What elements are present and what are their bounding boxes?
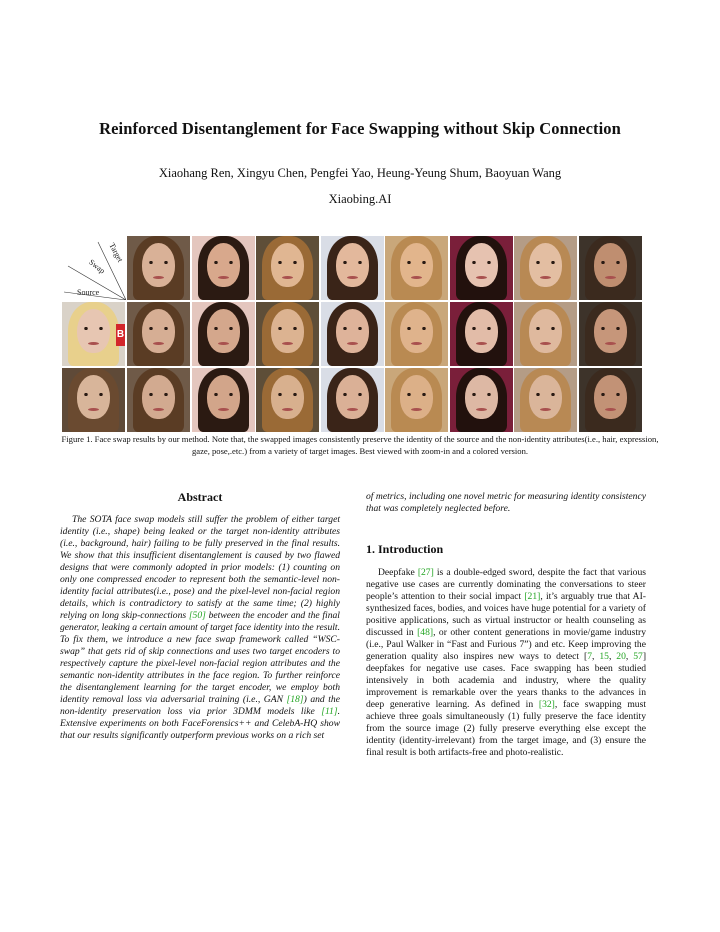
- swap-result-image: [127, 368, 190, 432]
- lips-shape: [540, 276, 551, 279]
- swap-result-image: [514, 302, 577, 366]
- face-shape: [271, 309, 304, 353]
- lips-shape: [476, 342, 487, 345]
- face-shape: [400, 243, 433, 287]
- lips-shape: [540, 342, 551, 345]
- lips-shape: [153, 408, 164, 411]
- eyes-shape: [406, 393, 427, 396]
- face-shape: [465, 309, 498, 353]
- face-shape: [336, 375, 369, 419]
- face-shape: [336, 243, 369, 287]
- intro-text: , it’s arguably true that AI-synthesized faces, bodies, and voices have huge potential for a variety of positive applications, such as virtual instructor or health counseling as discussed in: [366, 591, 646, 638]
- lips-shape: [411, 276, 422, 279]
- swap-result-image: [256, 302, 319, 366]
- swap-result-image: [192, 302, 255, 366]
- lips-shape: [153, 276, 164, 279]
- lips-shape: [88, 408, 99, 411]
- face-shape: [271, 243, 304, 287]
- lips-shape: [347, 408, 358, 411]
- target-image: [256, 236, 319, 300]
- intro-text: ,: [625, 651, 634, 662]
- eyes-shape: [83, 393, 104, 396]
- swap-result-image: [256, 368, 319, 432]
- intro-text: , or other content generations in movie/game industry (i.e., Paul Walker in “Fast and Furious 7”) and etc. Keep improving the generation quality also inspires new ways to detect [: [366, 627, 646, 662]
- swap-result-image: [579, 368, 642, 432]
- eyes-shape: [213, 261, 234, 264]
- intro-text: , face swapping must achieve three goals simultaneously (1) fully preserve the face identity from the source image (2) fully preserve everything else except the identity (identity-irrelevant) from the target image, and (3) ensure the final result is both artifacts-free and photo-realistic.: [366, 699, 646, 758]
- citation-link[interactable]: [32]: [538, 699, 555, 710]
- face-shape: [207, 375, 240, 419]
- author-list: Xiaohang Ren, Xingyu Chen, Pengfei Yao, Heung-Yeung Shum, Baoyuan Wang: [158, 166, 562, 180]
- face-shape: [529, 309, 562, 353]
- lips-shape: [605, 408, 616, 411]
- left-column: [60, 491, 340, 742]
- abstract-continuation: of metrics, including one novel metric for measuring identity consistency that was completely neglected before.: [366, 491, 646, 514]
- swap-diagram: [62, 236, 126, 300]
- face-shape: [400, 375, 433, 419]
- face-shape: [271, 375, 304, 419]
- swap-result-image: [385, 368, 448, 432]
- target-image: [450, 236, 513, 300]
- lips-shape: [218, 276, 229, 279]
- eyes-shape: [535, 261, 556, 264]
- eyes-shape: [213, 393, 234, 396]
- abstract-text: . Extensive experiments on both FaceForensics++ and CelebA-HQ show that our results significantly outperform previous works on a rich set: [60, 706, 340, 741]
- target-image: [385, 236, 448, 300]
- lips-shape: [347, 342, 358, 345]
- citation-link[interactable]: [18]: [286, 694, 304, 705]
- swap-result-image: [450, 368, 513, 432]
- lips-shape: [476, 408, 487, 411]
- lips-shape: [605, 342, 616, 345]
- source-label: Source: [77, 288, 100, 297]
- target-image: [321, 236, 384, 300]
- swap-label: Swap: [87, 257, 107, 276]
- swap-result-image: [321, 368, 384, 432]
- lips-shape: [605, 276, 616, 279]
- citation-link[interactable]: 20: [616, 651, 626, 662]
- figure-caption: Figure 1. Face swap results by our method. Note that, the swapped images consistently preserve the identity of the source and the non-identity attributes(i.e., hair, expression, gaze, pose,.etc.) from a variety of target images. Best viewed with zoom-in and a colored version.: [61, 434, 659, 456]
- abstract-heading: Abstract: [177, 490, 223, 504]
- lips-shape: [347, 276, 358, 279]
- eyes-shape: [148, 327, 169, 330]
- paper-title: Reinforced Disentanglement for Face Swapping without Skip Connection: [99, 119, 621, 138]
- target-image: [579, 236, 642, 300]
- eyes-shape: [148, 393, 169, 396]
- swap-result-image: [127, 302, 190, 366]
- target-image: [127, 236, 190, 300]
- eyes-shape: [535, 393, 556, 396]
- swap-result-image: [514, 368, 577, 432]
- lips-shape: [540, 408, 551, 411]
- abstract-text: between the encoder and the final generator, leaking a certain amount of target face identity into the result. To fix them, we introduce a new face swap framework called “WSC-swap” that gets rid of skip connections and uses two target encoders to respectively capture the pixel-level non-facial region attributes and the semantic non-identity attributes in the face region. To further reinforce the disentanglement learning for the target encoder, we employ both identity removal loss via adversarial training (i.e., GAN: [60, 610, 340, 705]
- lips-shape: [88, 342, 99, 345]
- lips-shape: [411, 408, 422, 411]
- face-shape: [77, 309, 110, 353]
- lips-shape: [476, 276, 487, 279]
- intro-text: ,: [608, 651, 617, 662]
- eyes-shape: [342, 261, 363, 264]
- eyes-shape: [600, 393, 621, 396]
- lips-shape: [282, 408, 293, 411]
- eyes-shape: [600, 327, 621, 330]
- eyes-shape: [471, 327, 492, 330]
- introduction-heading: 1. Introduction: [366, 542, 444, 556]
- lips-shape: [282, 342, 293, 345]
- eyes-shape: [83, 327, 104, 330]
- face-shape: [594, 375, 627, 419]
- eyes-shape: [342, 327, 363, 330]
- citation-link[interactable]: 7: [587, 651, 592, 662]
- eyes-shape: [277, 393, 298, 396]
- lips-shape: [218, 342, 229, 345]
- citation-link[interactable]: [50]: [188, 610, 206, 621]
- swap-result-image: [192, 368, 255, 432]
- lips-shape: [411, 342, 422, 345]
- face-shape: [77, 375, 110, 419]
- intro-text: ,: [592, 651, 600, 662]
- eyes-shape: [213, 327, 234, 330]
- lips-shape: [218, 408, 229, 411]
- source-image: [62, 368, 125, 432]
- eyes-shape: [277, 327, 298, 330]
- swap-result-image: [321, 302, 384, 366]
- eyes-shape: [535, 327, 556, 330]
- eyes-shape: [148, 261, 169, 264]
- citation-link[interactable]: [11]: [321, 706, 338, 717]
- source-badge: B: [116, 324, 125, 346]
- citation-link[interactable]: 57: [633, 651, 643, 662]
- eyes-shape: [600, 261, 621, 264]
- face-shape: [465, 243, 498, 287]
- face-shape: [529, 375, 562, 419]
- face-shape: [594, 243, 627, 287]
- face-shape: [142, 309, 175, 353]
- face-shape: [336, 309, 369, 353]
- eyes-shape: [406, 261, 427, 264]
- intro-text: Deepfake: [378, 567, 418, 578]
- swap-result-image: [385, 302, 448, 366]
- citation-link[interactable]: [48]: [417, 627, 434, 638]
- intro-text: ] deepfakes for negative use cases. Face swapping has been studied intensively in both academia and industry, where the quality improvement is remarkable over the years thanks to the advances in deep generative learning. As defined in: [366, 651, 647, 710]
- face-shape: [465, 375, 498, 419]
- face-shape: [142, 375, 175, 419]
- abstract-text: The SOTA face swap models still suffer the problem of either target identity (i.e., shape) being leaked or the target non-identity attributes (i.e., background, hair) failing to be fully preserved in the final results. We show that this insufficient disentanglement is caused by two flawed designs that were commonly adopted in prior models: (1) counting on only one compressed encoder to represent both the semantic-level non-identity facial attributes(i.e., pose) and the pixel-level non-facial region details, which is contradictory to satisfy at the same time; (2) highly relying on long skip-connections: [60, 514, 340, 621]
- right-column: [366, 491, 646, 759]
- eyes-shape: [277, 261, 298, 264]
- eyes-shape: [406, 327, 427, 330]
- eyes-shape: [342, 393, 363, 396]
- citation-link[interactable]: 15: [599, 651, 609, 662]
- face-shape: [207, 243, 240, 287]
- abstract-body: [60, 514, 340, 742]
- abstract-text: ) and the non-identity preservation loss via prior 3DMM models like: [60, 694, 340, 717]
- citation-link[interactable]: [27]: [417, 567, 434, 578]
- face-shape: [594, 309, 627, 353]
- swap-result-image: [450, 302, 513, 366]
- source-image: [62, 302, 125, 366]
- lips-shape: [153, 342, 164, 345]
- affiliation: Xiaobing.AI: [328, 192, 392, 206]
- figure-1: [62, 236, 642, 432]
- lips-shape: [282, 276, 293, 279]
- face-shape: [142, 243, 175, 287]
- intro-text: is a double-edged sword, despite the fact that various negative use cases are currently dominating the conversations to steer people’s attention to their social impact: [366, 567, 646, 602]
- face-shape: [400, 309, 433, 353]
- eyes-shape: [471, 393, 492, 396]
- target-image: [514, 236, 577, 300]
- citation-link[interactable]: [21]: [524, 591, 541, 602]
- target-label: Target: [107, 241, 125, 264]
- face-shape: [207, 309, 240, 353]
- target-image: [192, 236, 255, 300]
- eyes-shape: [471, 261, 492, 264]
- swap-result-image: [579, 302, 642, 366]
- face-shape: [529, 243, 562, 287]
- introduction-body: [366, 567, 646, 759]
